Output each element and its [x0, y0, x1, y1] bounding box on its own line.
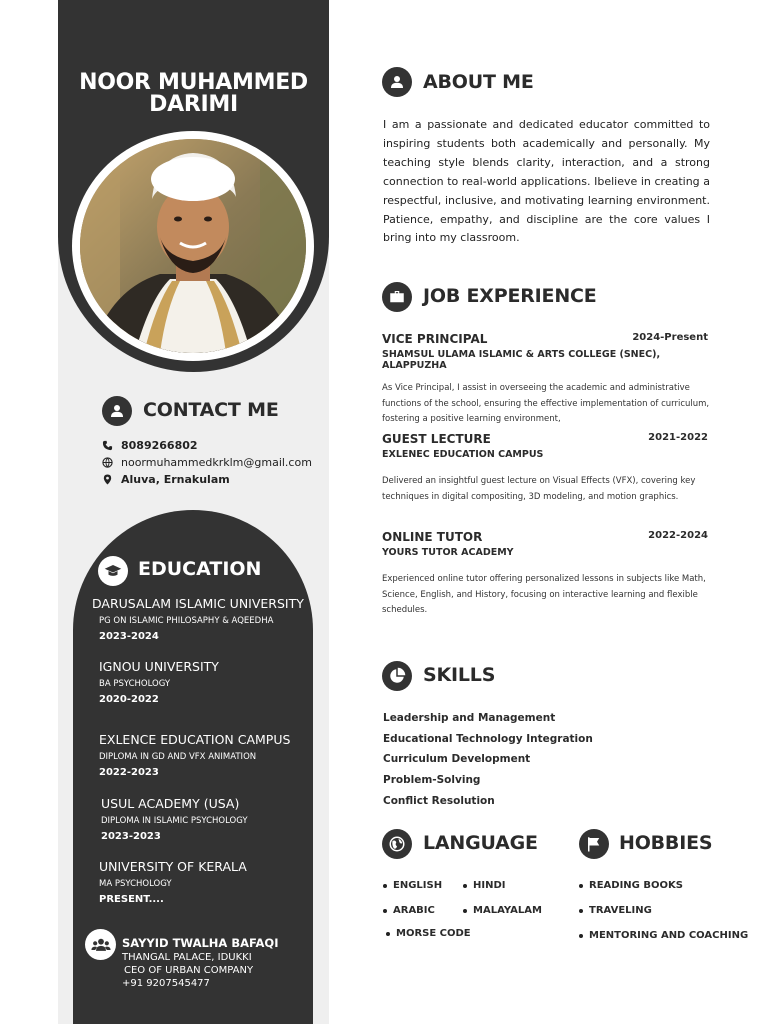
globe-icon	[102, 457, 113, 468]
job-entry	[382, 530, 710, 619]
phone-text: 8089266802	[121, 439, 198, 452]
job-date: 2021-2022	[648, 432, 708, 443]
name-line-1: NOOR MUHAMMED	[79, 70, 308, 95]
job-title: GUEST LECTURE	[382, 432, 491, 446]
skill-item: Problem-Solving	[383, 774, 481, 787]
profile-photo	[80, 139, 306, 353]
pie-chart-icon	[382, 661, 412, 691]
job-description: Delivered an insightful guest lecture on Visual Effects (VFX), covering key techniques in digital compositing, 3D modeling, and motion graphics.	[382, 476, 696, 502]
education-years: 2023-2024	[99, 631, 159, 642]
job-description: Experienced online tutor offering personalized lessons in subjects like Math, Science, English, and History, focusing on interactive learning and flexible schedules.	[382, 574, 706, 615]
reference-line-3: +91 9207545477	[122, 978, 210, 989]
reference-block	[122, 936, 279, 990]
education-institution: EXLENCE EDUCATION CAMPUS	[99, 732, 291, 747]
contact-email[interactable]	[102, 456, 312, 469]
reference-line-2: CEO OF URBAN COMPANY	[124, 965, 254, 976]
job-organization: SHAMSUL ULAMA ISLAMIC & ARTS COLLEGE (SNEC), ALAPPUZHA	[382, 349, 661, 371]
hobbies-title: HOBBIES	[619, 832, 713, 854]
education-degree: BA PSYCHOLOGY	[99, 679, 171, 689]
contact-title: CONTACT ME	[143, 399, 279, 421]
group-icon	[85, 929, 116, 960]
job-title: VICE PRINCIPAL	[382, 332, 488, 346]
skill-item: Leadership and Management	[383, 712, 556, 724]
job-title: ONLINE TUTOR	[382, 530, 483, 544]
education-institution: UNIVERSITY OF KERALA	[99, 859, 247, 874]
education-degree: MA PSYCHOLOGY	[99, 879, 172, 889]
language-title: LANGUAGE	[423, 832, 538, 854]
experience-title: JOB EXPERIENCE	[423, 285, 597, 307]
hobby-item: MENTORING AND COACHING	[579, 930, 748, 941]
education-institution: USUL ACADEMY (USA)	[101, 796, 240, 811]
education-item	[99, 659, 219, 707]
email-text: noormuhammedkrklm@gmail.com	[121, 456, 312, 469]
language-item: MALAYALAM	[463, 905, 542, 916]
phone-icon	[102, 440, 113, 451]
about-title: ABOUT ME	[423, 71, 534, 93]
job-date: 2022-2024	[648, 530, 708, 541]
contact-location	[102, 473, 230, 486]
education-years: 2023-2023	[101, 831, 161, 842]
education-item	[92, 596, 304, 644]
reference-line-1: THANGAL PALACE, IDUKKI	[122, 952, 252, 963]
about-icon	[382, 67, 412, 97]
education-years: PRESENT....	[99, 894, 164, 905]
education-institution: DARUSALAM ISLAMIC UNIVERSITY	[92, 596, 304, 611]
language-item: HINDI	[463, 880, 505, 891]
portrait-illustration	[80, 139, 306, 353]
contact-phone[interactable]	[102, 439, 198, 452]
reference-name: SAYYID TWALHA BAFAQI	[122, 936, 279, 950]
job-organization: EXLENEC EDUCATION CAMPUS	[382, 449, 544, 460]
education-item	[101, 796, 248, 844]
job-entry	[382, 332, 710, 428]
education-item	[99, 859, 247, 907]
language-item: ENGLISH	[383, 880, 442, 891]
contact-icon	[102, 396, 132, 426]
education-degree: PG ON ISLAMIC PHILOSAPHY & AQEEDHA	[99, 616, 274, 626]
language-item: ARABIC	[383, 905, 435, 916]
location-text: Aluva, Ernakulam	[121, 473, 230, 486]
name-line-2: DARIMI	[149, 92, 238, 117]
graduation-cap-icon	[98, 556, 128, 586]
skills-list	[383, 708, 593, 812]
about-text: I am a passionate and dedicated educator committed to inspiring students both academically and personally. My teaching style blends clarity, interaction, and a strong connection to real-world applications. Ibelieve in creating a respectful, inclusive, and motivating learning environment. Patience, empathy, and discipline are the core values I bring into my classroom.	[383, 118, 710, 245]
job-date: 2024-Present	[632, 332, 708, 343]
education-title: EDUCATION	[138, 558, 262, 580]
globe-icon	[382, 829, 412, 859]
education-years: 2020-2022	[99, 694, 159, 705]
location-pin-icon	[102, 474, 113, 485]
education-degree: DIPLOMA IN GD AND VFX ANIMATION	[99, 752, 257, 762]
skill-item: Conflict Resolution	[383, 794, 495, 807]
education-years: 2022-2023	[99, 767, 159, 778]
job-entry	[382, 432, 710, 505]
profile-name	[58, 72, 329, 116]
job-description: As Vice Principal, I assist in overseeing the academic and administrative functions of the school, ensuring the effective implementation of curriculum, fostering a positive learning environment,	[382, 383, 710, 424]
education-degree: DIPLOMA IN ISLAMIC PSYCHOLOGY	[101, 816, 248, 826]
language-item: MORSE CODE	[386, 928, 471, 939]
job-organization: YOURS TUTOR ACADEMY	[382, 547, 514, 558]
education-institution: IGNOU UNIVERSITY	[99, 659, 219, 674]
briefcase-icon	[382, 282, 412, 312]
education-item	[99, 732, 290, 780]
hobby-item: TRAVELING	[579, 905, 652, 916]
skill-item: Educational Technology Integration	[383, 732, 593, 745]
skill-item: Curriculum Development	[383, 753, 531, 766]
hobby-item: READING BOOKS	[579, 880, 683, 891]
flag-icon	[579, 829, 609, 859]
skills-title: SKILLS	[423, 664, 496, 686]
